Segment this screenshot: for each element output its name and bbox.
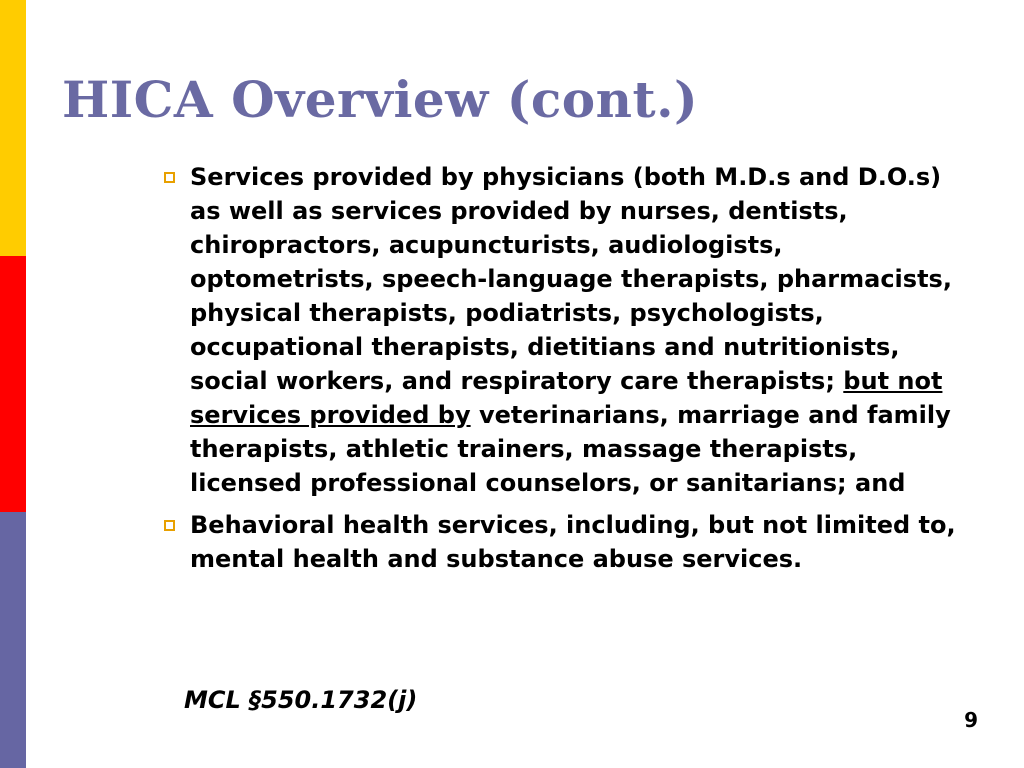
sidebar-accent-yellow — [0, 0, 26, 256]
sidebar-accent-blue — [0, 512, 26, 768]
page-number: 9 — [964, 708, 978, 732]
bullet-text-underlined: but not services provided by — [190, 367, 943, 429]
bullet-item-services — [162, 160, 962, 500]
bullet-text-after: veterinarians, marriage and family therapists, athletic trainers, massage therapists, licensed professional counselors, or sanitarians; and — [190, 401, 951, 497]
bullet-text-before: Services provided by physicians (both M.D.s and D.O.s) as well as services provided by nurses, dentists, chiropractors, acupuncturists, audiologists, optometrists, speech-language therapists, pharmacists, physical therapists, podiatrists, psychologists, occupational therapists, dietitians and nutritionists, social workers, and respiratory care therapists; — [190, 163, 952, 395]
bullet-text: Behavioral health services, including, but not limited to, mental health and substance abuse services. — [190, 511, 956, 573]
slide-title: HICA Overview (cont.) — [62, 70, 699, 129]
bullet-list — [162, 160, 962, 584]
square-bullet-icon — [164, 172, 175, 183]
sidebar-accent-red — [0, 256, 26, 512]
citation: MCL §550.1732(j) — [184, 686, 418, 714]
bullet-item-behavioral — [162, 508, 962, 576]
square-bullet-icon — [164, 520, 175, 531]
